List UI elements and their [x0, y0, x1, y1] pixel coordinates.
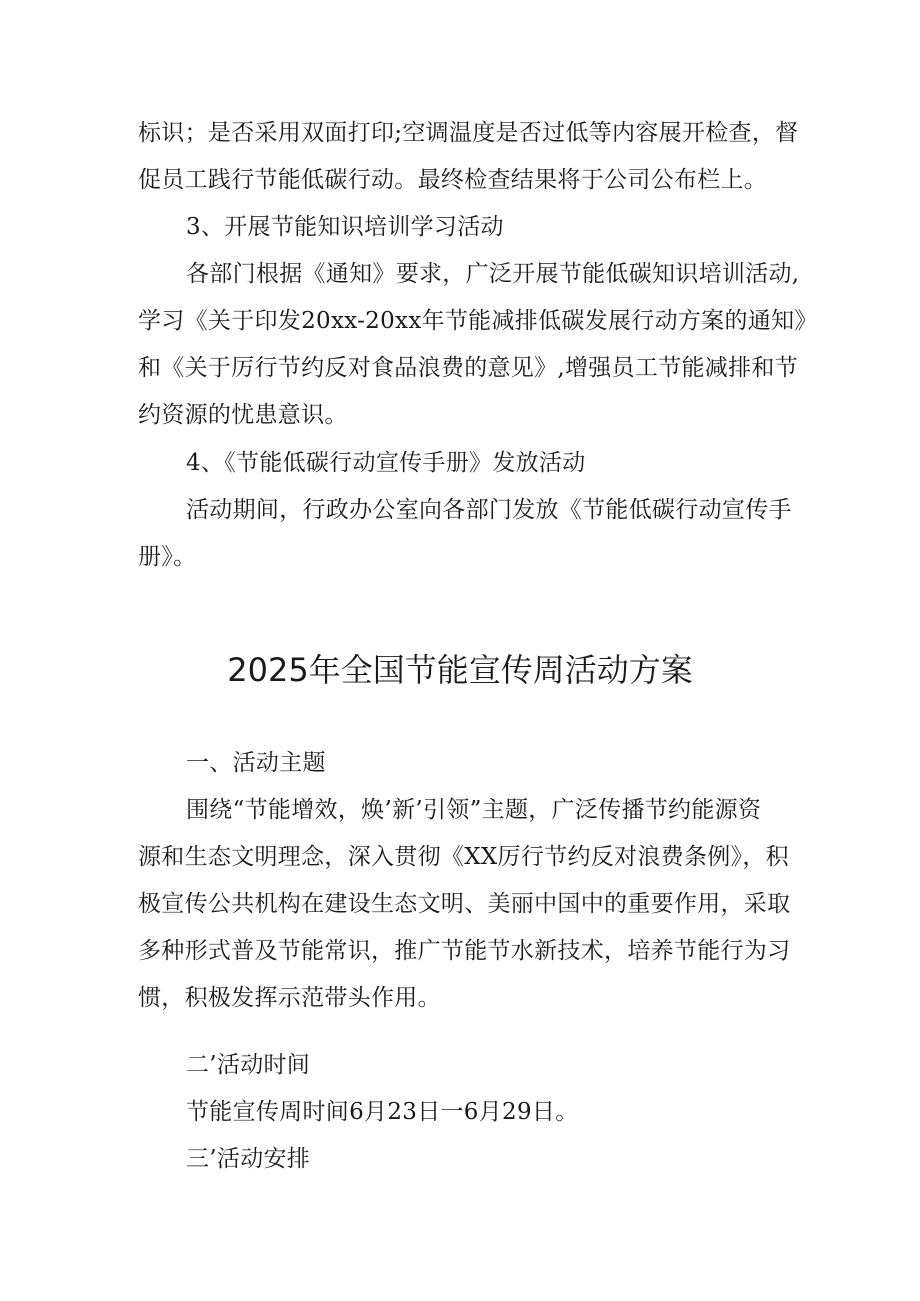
- body-line: 惯，积极发挥示范带头作用。: [138, 985, 441, 1011]
- body-line: 标识；是否采用双面打印;空调温度是否过低等内容展开检查，督: [138, 120, 799, 146]
- body-line: 册》。: [138, 544, 197, 570]
- section-heading: 三’活动安排: [186, 1146, 311, 1172]
- section-heading: 3、开展节能知识培训学习活动: [186, 214, 504, 240]
- body-line: 活动期间，行政办公室向各部门发放《节能低碳行动宣传手: [186, 497, 792, 523]
- section-heading: 一、活动主题: [186, 750, 326, 776]
- body-line: 各部门根据《通知》要求，广泛开展节能低碳知识培训活动,: [186, 261, 800, 287]
- document-title: 2025年全国节能宣传周活动方案: [227, 651, 693, 689]
- body-line: 和《关于厉行节约反对食品浪费的意见》,增强员工节能减排和节: [138, 355, 799, 381]
- body-line: 极宣传公共机构在建设生态文明、美丽中国中的重要作用，采取: [138, 891, 791, 917]
- body-line: 围绕“节能增效，焕’新’引领”主题，广泛传播节约能源资: [186, 797, 762, 823]
- body-line: 多种形式普及节能常识，推广节能节水新技术，培养节能行为习: [138, 938, 791, 964]
- body-line: 约资源的忧患意识。: [138, 402, 348, 428]
- body-line: 节能宣传周时间6月23日一6月29日。: [186, 1099, 579, 1125]
- body-line: 促员工践行节能低碳行动。最终检查结果将于公司公布栏上。: [138, 167, 768, 193]
- body-line: 学习《关于印发20xx-20xx年节能减排低碳发展行动方案的通知》: [138, 308, 818, 334]
- section-heading: 4、《节能低碳行动宣传手册》发放活动: [186, 450, 586, 476]
- body-line: 源和生态文明理念，深入贯彻《XX厉行节约反对浪费条例》，积: [138, 844, 789, 870]
- section-heading: 二’活动时间: [186, 1052, 311, 1078]
